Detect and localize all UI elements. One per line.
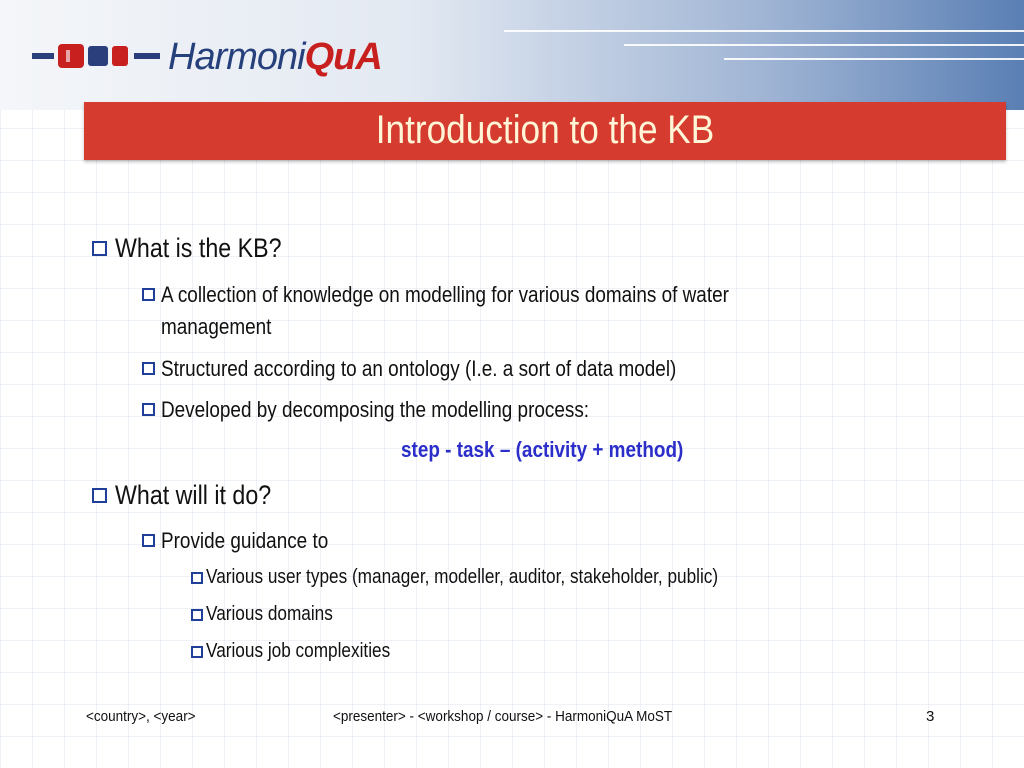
bullet-text: Developed by decomposing the modelling process: [161,397,590,422]
bullet-text: Various job complexities [206,640,391,662]
checkbox-square-icon [142,403,155,416]
footer-country-year: <country>, <year> [86,708,196,725]
bullet-user-types [191,566,802,589]
bullet-provide-guidance [142,525,882,557]
process-formula-text: step - task – (activity + method) [401,437,684,462]
footer-center [333,708,710,725]
bullet-text: Structured according to an ontology (I.e. a sort of data model) [161,356,677,381]
bullet-text: A collection of knowledge on modelling for various domains of water management [161,282,729,339]
footer-presenter: <presenter> - <workshop / course> - HarmoniQuA MoST [333,708,673,725]
checkbox-square-icon [142,288,155,301]
checkbox-square-icon [92,488,107,503]
page-number: 3 [926,708,935,725]
footer-left [86,708,208,725]
logo-text-accent: QuA [304,36,382,78]
slide-title: Introduction to the KB [375,108,715,152]
bullet-collection [142,279,882,343]
checkbox-square-icon [191,646,203,658]
logo-wordmark [168,36,382,79]
checkbox-square-icon [191,572,203,584]
bullet-text: Provide guidance to [161,528,329,553]
checkbox-square-icon [191,609,203,621]
checkbox-square-icon [142,534,155,547]
checkbox-square-icon [142,362,155,375]
bullet-text: Various domains [206,603,333,625]
logo-text-main: Harmoni [168,36,305,78]
bullet-domains [191,603,353,626]
bullet-what-is-kb [92,233,309,264]
checkbox-square-icon [92,241,107,256]
bullet-job-complexities [191,640,420,663]
bullet-developed [142,394,882,426]
banner-stripe [624,44,1024,46]
bullet-text: What is the KB? [115,233,282,263]
bullet-text: Various user types (manager, modeller, auditor, stakeholder, public) [206,566,719,588]
bullet-structured [142,353,882,385]
process-formula [401,437,729,463]
title-bar [84,102,1006,160]
bullet-what-will-it-do [92,480,297,511]
bullet-text: What will it do? [115,480,272,510]
banner-stripe [724,58,1024,60]
banner-stripe [504,30,1024,32]
